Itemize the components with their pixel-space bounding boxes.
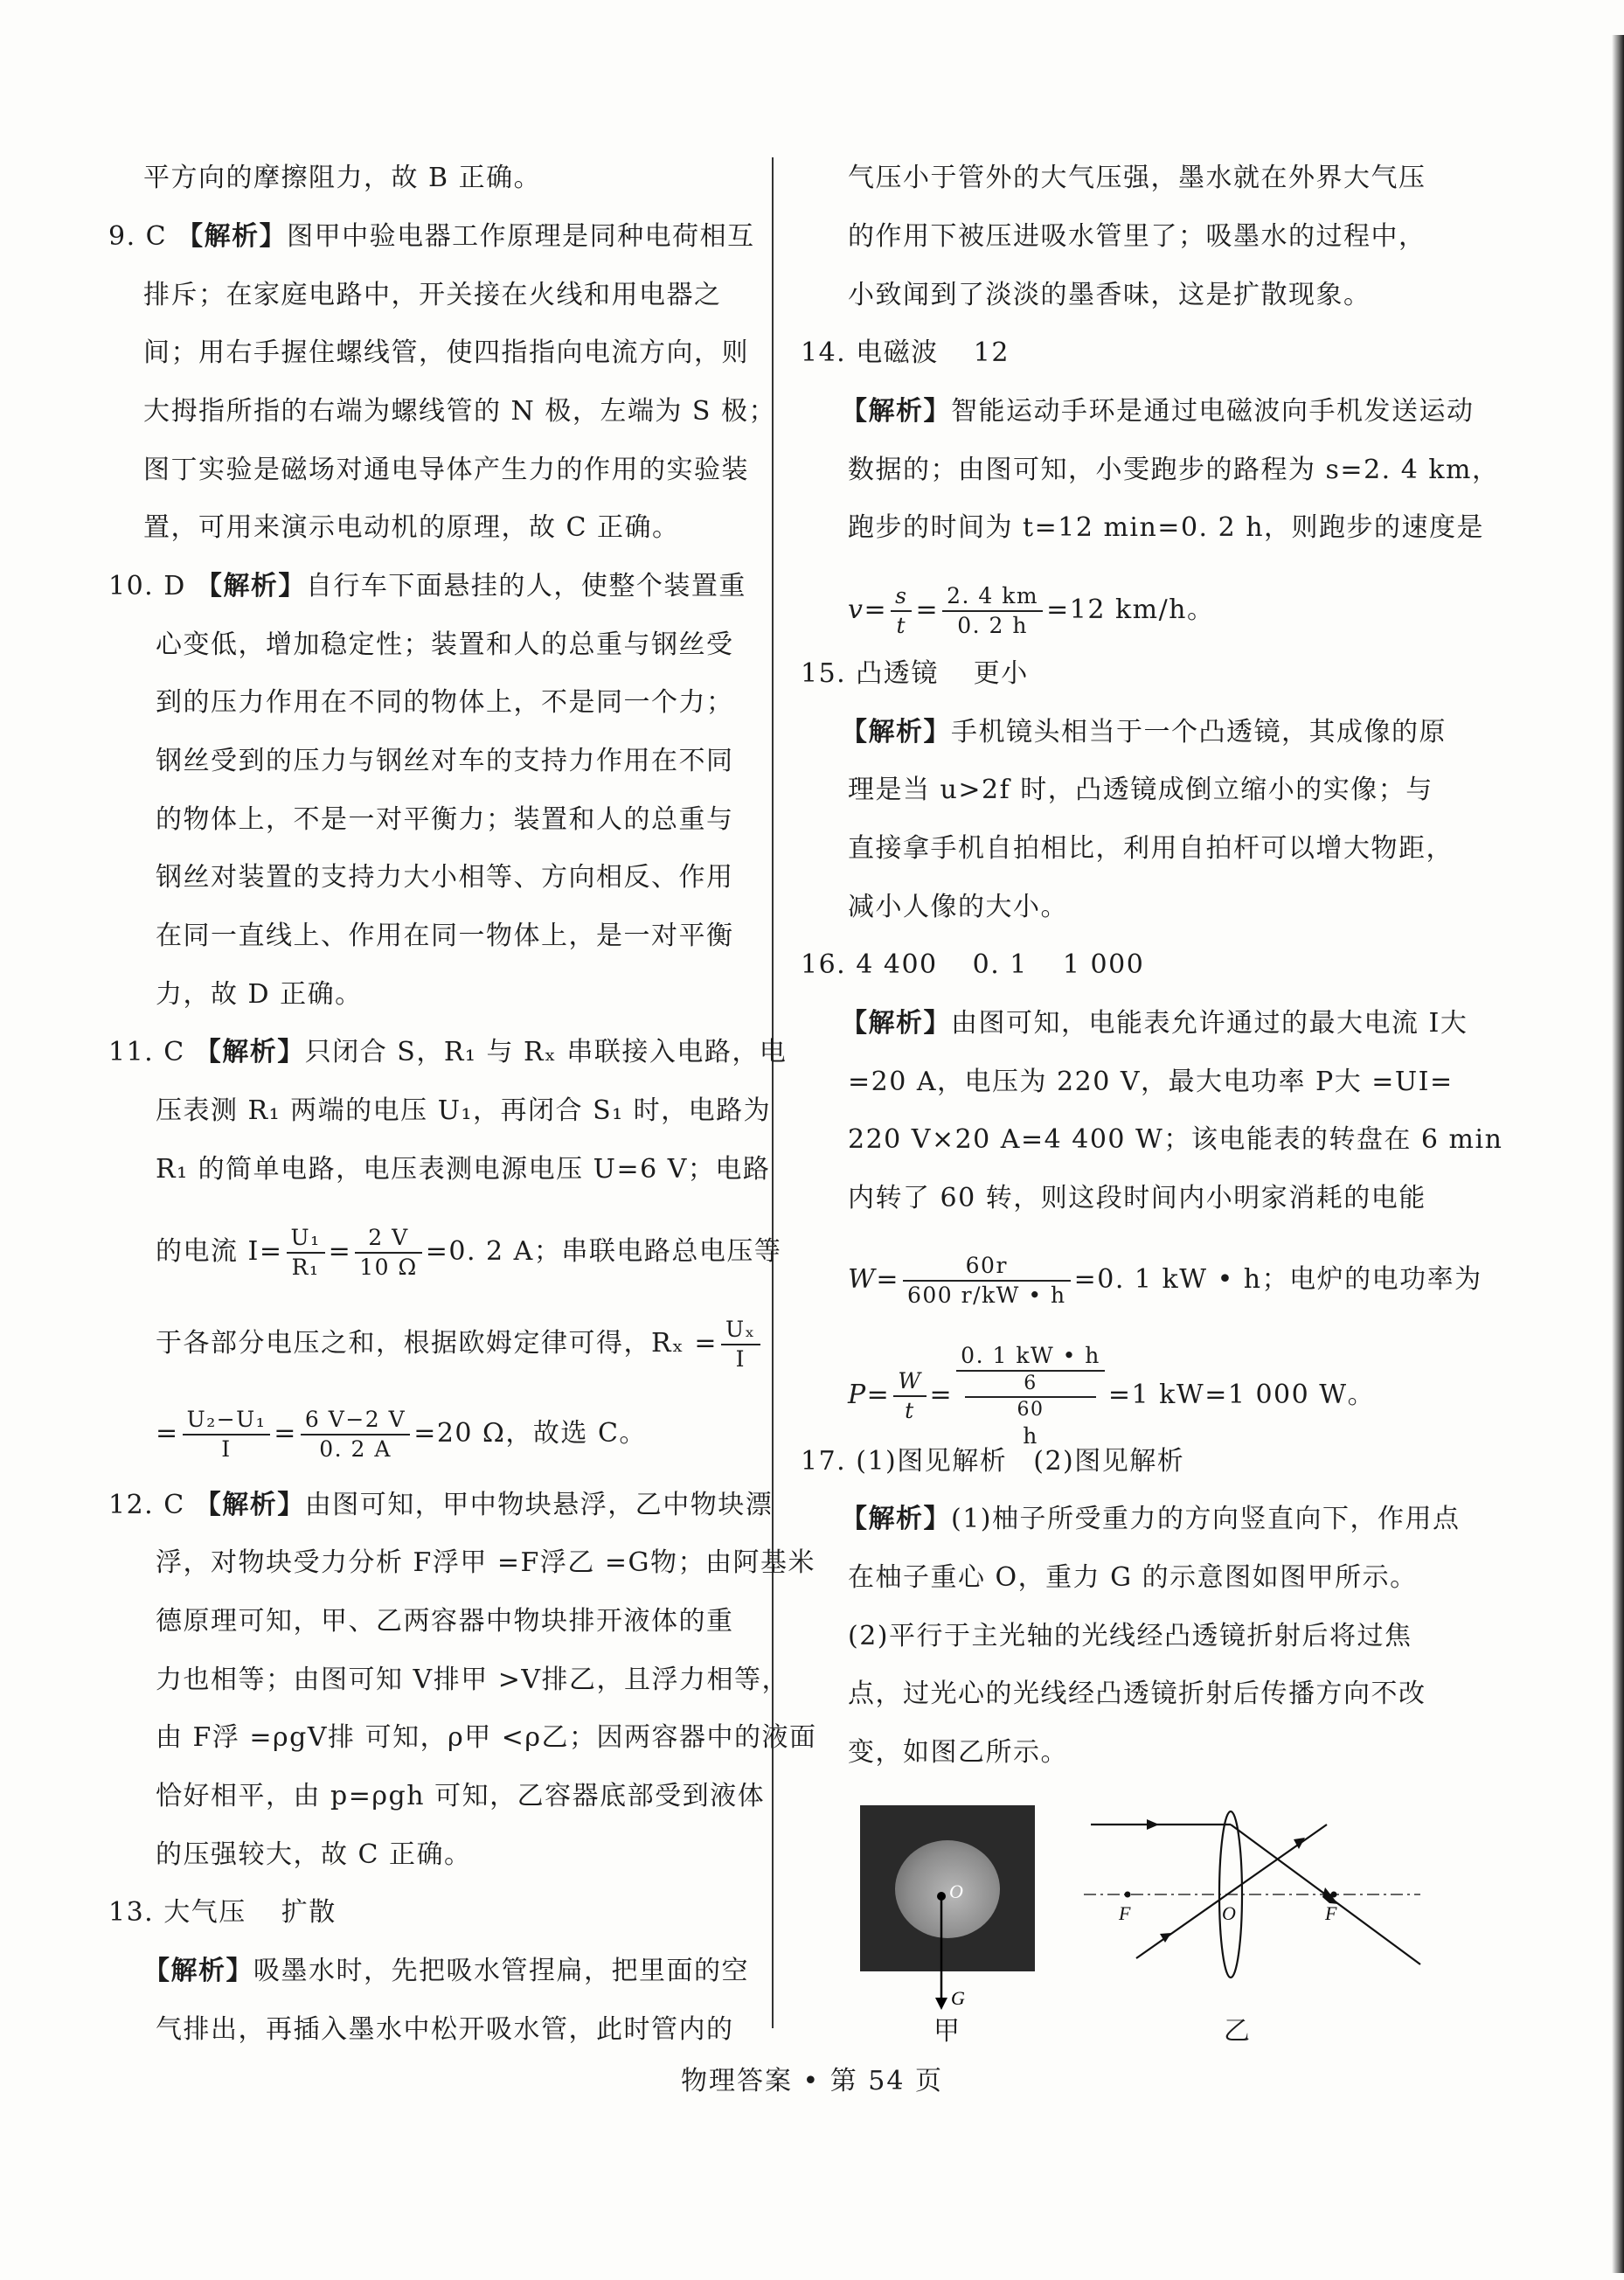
point-o-label: O [949, 1880, 963, 1902]
text-line: 压表测 R₁ 两端的电压 U₁，再闭合 S₁ 时，电路为 [156, 1095, 772, 1126]
text-line: 跑步的时间为 t=12 min=0. 2 h，则跑步的速度是 [848, 512, 1485, 543]
question-13: 13. 大气压 扩散 [108, 1897, 337, 1928]
text-line: 【解析】智能运动手环是通过电磁波向手机发送运动 [841, 396, 1475, 427]
fraction: $\frac{\text{Uₓ}}{I}$ [721, 1316, 760, 1373]
fraction: $\frac{\text{U₂−U₁}}{I}$ [183, 1406, 271, 1463]
question-14: 14. 电磁波 12 [801, 337, 1010, 368]
formula-line: W= $\frac{60r}{600 r/kW • h}$ =0. 1 kW • h；电炉的电功率为 [848, 1253, 1482, 1308]
lens-ray-diagram [1075, 1801, 1425, 1985]
text-line: 在同一直线上、作用在同一物体上，是一对平衡 [156, 921, 734, 951]
gravity-diagram [860, 1805, 1035, 2033]
optical-center-label: O [1222, 1902, 1236, 1924]
question-12: 12. C 【解析】由图可知，甲中物块悬浮，乙中物块漂 [108, 1490, 774, 1520]
text-line: 减小人像的大小。 [848, 892, 1068, 922]
text-line: 变，如图乙所示。 [848, 1737, 1068, 1768]
analysis-tag: 【解析】 [841, 396, 951, 427]
text-line: 的压强较大，故 C 正确。 [156, 1839, 472, 1870]
text-line: R₁ 的简单电路，电压表测电源电压 U=6 V；电路 [156, 1154, 771, 1185]
text-line: 心变低，增加稳定性；装置和人的总重与钢丝受 [156, 629, 734, 660]
text-line: 的物体上，不是一对平衡力；装置和人的总重与 [156, 804, 734, 835]
question-11: 11. C 【解析】只闭合 S，R₁ 与 Rₓ 串联接入电路，电 [108, 1037, 788, 1067]
fraction: $\frac{W}{t}$ [893, 1367, 926, 1425]
text-line: 到的压力作用在不同的物体上，不是同一个力； [156, 687, 734, 718]
analysis-tag: 【解析】 [841, 1008, 951, 1039]
fraction: $\frac{s}{t}$ [891, 582, 912, 640]
formula-line: 于各部分电压之和，根据欧姆定律可得，Rₓ = $\frac{\text{Uₓ}}{I}$ [156, 1316, 764, 1373]
question-16: 16. 4 400 0. 1 1 000 [801, 949, 1145, 980]
fraction: $\frac{2 V}{10 \Omega}$ [355, 1224, 422, 1282]
text-line: 图丁实验是磁场对通电导体产生力的作用的实验装 [143, 455, 749, 485]
gravity-arrowhead [935, 1998, 947, 2010]
text-line: 钢丝对装置的支持力大小相等、方向相反、作用 [156, 862, 734, 893]
text-line: 大拇指所指的右端为螺线管的 N 极，左端为 S 极； [143, 396, 776, 427]
formula-line: 的电流 I= $\frac{\text{U₁}}{\text{R₁}}$ = $\frac{2 V}{10 \Omega}$ =0. 2 A；串联电路总电压等 [156, 1225, 782, 1280]
formula-line: v= $\frac{s}{t}$ = $\frac{2. 4 km}{0. 2 h}$ =12 km/h。 [848, 583, 1215, 638]
question-10: 10. D 【解析】自行车下面悬挂的人，使整个装置重 [108, 571, 746, 601]
figure-yi-label: 乙 [1224, 2016, 1250, 2047]
text-line: 平方向的摩擦阻力，故 B 正确。 [143, 163, 542, 193]
text-line: 220 V×20 A=4 400 W；该电能表的转盘在 6 min [848, 1124, 1503, 1155]
analysis-tag: 【解析】 [177, 221, 288, 252]
analysis-tag: 【解析】 [143, 1956, 253, 1986]
text-line: 点，过光心的光线经凸透镜折射后传播方向不改 [848, 1679, 1426, 1709]
fraction: 6 60 [961, 1372, 1100, 1422]
page-footer: 物理答案 • 第 54 页 [680, 2066, 943, 2096]
text-line: =20 A，电压为 220 V，最大电功率 P大 =UI= [848, 1067, 1454, 1097]
analysis-tag: 【解析】 [841, 717, 951, 747]
fraction: $\frac{\text{U₁}}{\text{R₁}}$ [287, 1224, 325, 1282]
analysis-tag: 【解析】 [194, 1037, 305, 1067]
text-line: 钢丝受到的压力与钢丝对车的支持力作用在不同 [156, 746, 734, 776]
text-line: 气排出，再插入墨水中松开吸水管，此时管内的 [156, 2014, 734, 2045]
text-line: 【解析】(1)柚子所受重力的方向竖直向下，作用点 [841, 1504, 1461, 1534]
text-line: 小致闻到了淡淡的墨香味，这是扩散现象。 [848, 280, 1371, 310]
question-9: 9. C 【解析】图甲中验电器工作原理是同种电荷相互 [108, 221, 755, 252]
formula-line: = $\frac{\text{U₂−U₁}}{I}$ = $\frac{6 V-2 V}{0. 2 A}$ =20 Ω，故选 C。 [156, 1407, 647, 1462]
text-line: (2)平行于主光轴的光线经凸透镜折射后将过焦 [848, 1621, 1412, 1651]
text-line: 数据的；由图可知，小雯跑步的路程为 s=2. 4 km， [848, 455, 1500, 485]
text-line: 【解析】吸墨水时，先把吸水管捏扁，把里面的空 [143, 1956, 749, 1986]
fraction: $\frac{60r}{600 r/kW • h}$ [903, 1252, 1071, 1310]
text-line: 的作用下被压进吸水管里了；吸墨水的过程中， [848, 221, 1426, 252]
text-line: 【解析】由图可知，电能表允许通过的最大电流 I大 [841, 1008, 1468, 1039]
question-17: 17. (1)图见解析 (2)图见解析 [801, 1446, 1185, 1477]
text-line: 德原理可知，甲、乙两容器中物块排开液体的重 [156, 1606, 734, 1637]
text-line: 力，故 D 正确。 [156, 979, 363, 1010]
focus-left-dot [1125, 1892, 1131, 1898]
text-line: 力也相等；由图可知 V排甲 >V排乙，且浮力相等， [156, 1665, 790, 1695]
text-line: 直接拿手机自拍相比，利用自拍杆可以增大物距， [848, 833, 1454, 864]
text-line: 恰好相平，由 p=ρgh 可知，乙容器底部受到液体 [156, 1781, 766, 1811]
question-15: 15. 凸透镜 更小 [801, 658, 1029, 689]
text-line: 置，可用来演示电动机的原理，故 C 正确。 [143, 512, 680, 543]
analysis-tag: 【解析】 [194, 1490, 305, 1520]
figure-jia-label: 甲 [933, 2016, 960, 2047]
text-line: 间；用右手握住螺线管，使四指指向电流方向，则 [143, 337, 749, 368]
ray-arrowhead [1147, 1819, 1159, 1830]
focus-right-dot [1331, 1892, 1337, 1898]
text-line: 理是当 u>2f 时，凸透镜成倒立缩小的实像；与 [848, 775, 1433, 805]
formula-line: P= $\frac{W}{t}$ = 0. 1 kW • h 6 60 h =1 kW=1 000 W。 [848, 1343, 1376, 1449]
text-line: 内转了 60 转，则这段时间内小明家消耗的电能 [848, 1183, 1426, 1213]
page-edge-shadow [1612, 35, 1624, 2273]
text-line: 气压小于管外的大气压强，墨水就在外界大气压 [848, 163, 1426, 193]
text-line: 浮，对物块受力分析 F浮甲 =F浮乙 =G物；由阿基米 [156, 1547, 815, 1578]
fraction: 0. 1 kW • h 6 60 h [956, 1342, 1105, 1450]
text-line: 【解析】手机镜头相当于一个凸透镜，其成像的原 [841, 717, 1447, 747]
text-line: 在柚子重心 O，重力 G 的示意图如图甲所示。 [848, 1562, 1418, 1593]
compound-denominator: 6 60 h [956, 1372, 1105, 1450]
fraction: $\frac{6 V-2 V}{0. 2 A}$ [301, 1406, 410, 1463]
gravity-label: G [951, 1987, 965, 2009]
text-line: 排斥；在家庭电路中，开关接在火线和用电器之 [143, 280, 722, 310]
text-line: 由 F浮 =ρgV排 可知，ρ甲 <ρ乙；因两容器中的液面 [156, 1722, 817, 1753]
analysis-tag: 【解析】 [195, 571, 306, 601]
focus-right-label: F [1325, 1902, 1337, 1924]
fraction: $\frac{2. 4 km}{0. 2 h}$ [942, 582, 1043, 640]
analysis-tag: 【解析】 [841, 1504, 951, 1534]
focus-left-label: F [1119, 1902, 1131, 1924]
